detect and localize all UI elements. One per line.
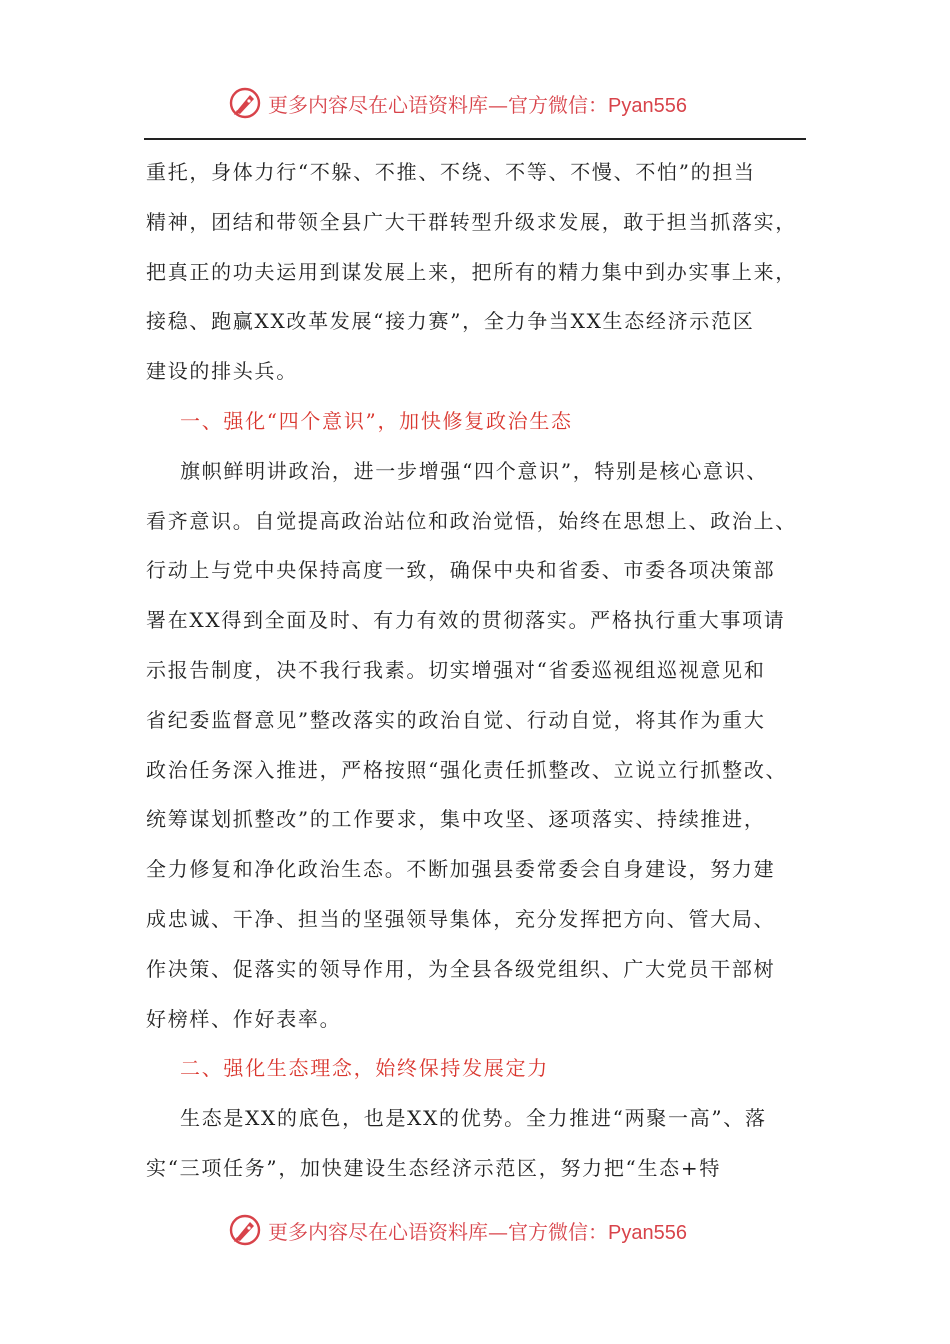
section-heading-2: 二、强化生态理念，始终保持发展定力 (180, 1056, 549, 1081)
body-line: 省纪委监督意见”整改落实的政治自觉、行动自觉，将其作为重大 (146, 707, 766, 732)
body-line: 作决策、促落实的领导作用，为全县各级党组织、广大党员干部树 (146, 956, 776, 981)
footer-banner (228, 1210, 748, 1250)
section-heading-1: 一、强化“四个意识”，加快修复政治生态 (180, 408, 573, 433)
body-line: 行动上与党中央保持高度一致，确保中央和省委、市委各项决策部 (146, 558, 776, 583)
banner-text: 更多内容尽在心语资料库—官方微信：Pyan556 (268, 92, 687, 117)
pen-nib-logo-icon (228, 86, 262, 120)
body-line: 统筹谋划抓整改”的工作要求，集中攻坚、逐项落实、持续推进， (146, 807, 766, 832)
body-line: 精神，团结和带领全县广大干群转型升级求发展，敢于担当抓落实， (146, 209, 797, 234)
body-line: 实“三项任务”，加快建设生态经济示范区，努力把“生态+特 (146, 1155, 722, 1180)
header-divider (144, 138, 806, 140)
document-body (146, 148, 808, 1194)
body-line: 署在XX得到全面及时、有力有效的贯彻落实。严格执行重大事项请 (146, 608, 786, 633)
body-line: 看齐意识。自觉提高政治站位和政治觉悟，始终在思想上、政治上、 (146, 508, 797, 533)
body-line: 生态是XX的底色，也是XX的优势。全力推进“两聚一高”、落 (180, 1106, 767, 1131)
body-line: 全力修复和净化政治生态。不断加强县委常委会自身建设，努力建 (146, 857, 776, 882)
body-line: 建设的排头兵。 (146, 359, 298, 384)
banner-text: 更多内容尽在心语资料库—官方微信：Pyan556 (268, 1219, 687, 1244)
body-line: 成忠诚、干净、担当的坚强领导集体，充分发挥把方向、管大局、 (146, 906, 776, 931)
body-line: 重托，身体力行“不躲、不推、不绕、不等、不慢、不怕”的担当 (146, 160, 756, 184)
body-line: 政治任务深入推进，严格按照“强化责任抓整改、立说立行抓整改、 (146, 757, 788, 782)
pen-nib-logo-icon (228, 1213, 262, 1247)
wechat-id: Pyan556 (608, 94, 687, 117)
header-banner (228, 83, 748, 123)
body-line: 接稳、跑赢XX改革发展“接力赛”，全力争当XX生态经济示范区 (146, 309, 755, 334)
wechat-id: Pyan556 (608, 1221, 687, 1244)
body-line: 旗帜鲜明讲政治，进一步增强“四个意识”，特别是核心意识、 (180, 458, 769, 483)
body-line: 把真正的功夫运用到谋发展上来，把所有的精力集中到办实事上来， (146, 259, 797, 284)
body-line: 示报告制度，决不我行我素。切实增强对“省委巡视组巡视意见和 (146, 657, 766, 682)
body-line: 好榜样、作好表率。 (146, 1006, 342, 1031)
